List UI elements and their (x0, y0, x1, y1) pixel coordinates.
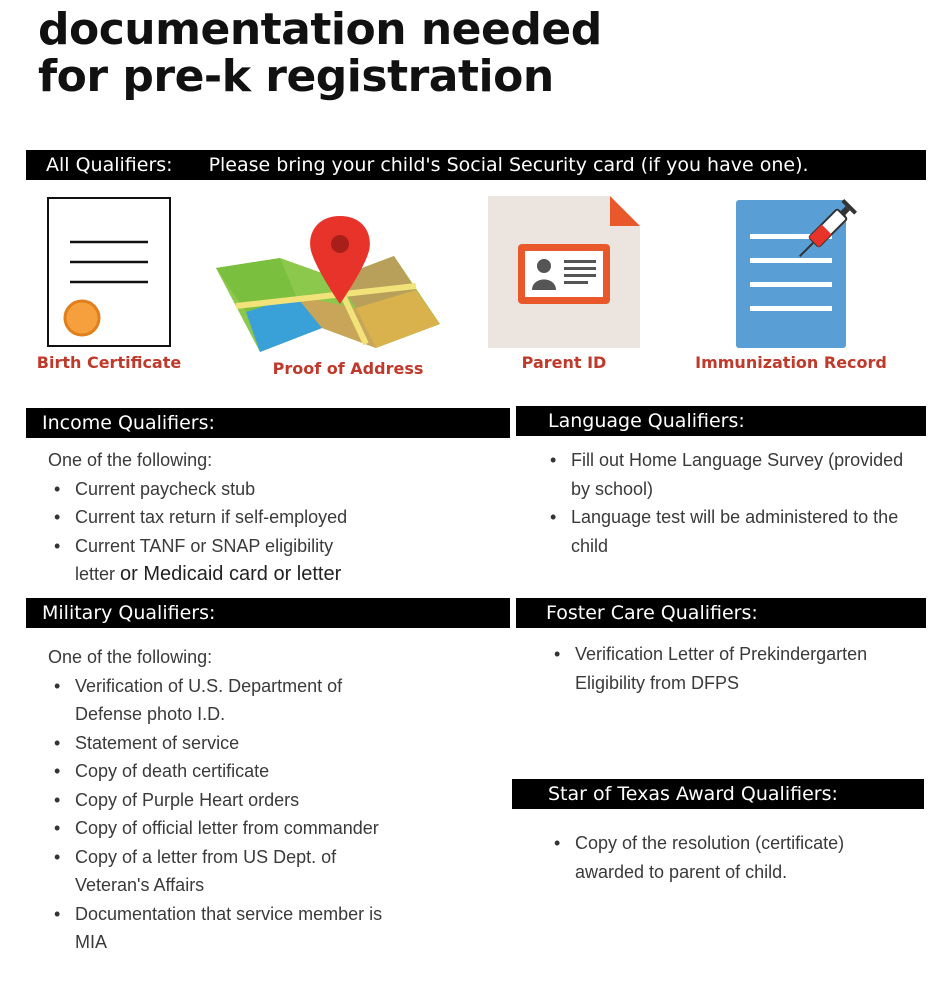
parent-id-label: Parent ID (521, 353, 607, 372)
list-item (48, 532, 508, 589)
star-of-texas-qualifiers-bar (512, 779, 924, 809)
list-item: • Fill out Home Language Survey (provided by school) (544, 446, 904, 503)
income-qualifiers-list (48, 446, 508, 589)
list-item: • Copy of a letter from US Dept. of Veteran's Affairs (48, 843, 388, 900)
list-item: • Statement of service (48, 729, 388, 758)
all-qualifiers-label: All Qualifiers: (46, 154, 173, 176)
immunization-record-icon (736, 184, 866, 350)
page-title (38, 6, 602, 100)
income-qualifiers-bar (26, 408, 510, 438)
birth-certificate-label: Birth Certificate (36, 353, 182, 372)
birth-certificate-icon (46, 196, 172, 348)
income-item-letter: letter (75, 564, 116, 584)
map-pin-icon (216, 216, 442, 356)
title-line-1: documentation needed (38, 4, 602, 55)
list-item: • Current tax return if self-employed (48, 503, 508, 532)
all-qualifiers-message: Please bring your child's Social Security card (if you have one). (208, 154, 809, 176)
star-of-texas-qualifiers-list (548, 829, 888, 886)
income-qualifiers-heading: Income Qualifiers: (42, 412, 215, 434)
income-item-medicaid: or Medicaid card or letter (120, 563, 342, 585)
language-qualifiers-heading: Language Qualifiers: (548, 410, 745, 432)
list-item: • Verification Letter of Prekindergarten Eligibility from DFPS (548, 640, 918, 697)
id-card-icon (488, 196, 640, 348)
foster-care-qualifiers-list (548, 640, 918, 697)
income-item-line-1: Current TANF or SNAP eligibility (75, 535, 334, 556)
military-intro: One of the following: (48, 647, 213, 667)
proof-of-address-label: Proof of Address (272, 359, 424, 378)
military-qualifiers-bar (26, 598, 510, 628)
list-item: • Copy of official letter from commander (48, 814, 388, 843)
list-item: • Documentation that service member is MIA (48, 900, 388, 957)
list-item: • Language test will be administered to the child (544, 503, 904, 560)
language-qualifiers-list (544, 446, 904, 560)
all-qualifiers-bar (26, 150, 926, 180)
star-of-texas-qualifiers-heading: Star of Texas Award Qualifiers: (548, 783, 838, 805)
list-item: • Copy of the resolution (certificate) awarded to parent of child. (548, 829, 888, 886)
title-line-2: for pre-k registration (38, 51, 554, 102)
military-qualifiers-list (48, 643, 388, 957)
list-item: • Current paycheck stub (48, 475, 508, 504)
language-qualifiers-bar (516, 406, 926, 436)
military-qualifiers-heading: Military Qualifiers: (42, 602, 216, 624)
list-item: • Verification of U.S. Department of Defense photo I.D. (48, 672, 388, 729)
list-item: • Copy of Purple Heart orders (48, 786, 388, 815)
foster-care-qualifiers-bar (516, 598, 926, 628)
list-item: • Copy of death certificate (48, 757, 388, 786)
income-intro: One of the following: (48, 450, 213, 470)
immunization-record-label: Immunization Record (695, 353, 887, 372)
foster-care-qualifiers-heading: Foster Care Qualifiers: (546, 602, 758, 624)
